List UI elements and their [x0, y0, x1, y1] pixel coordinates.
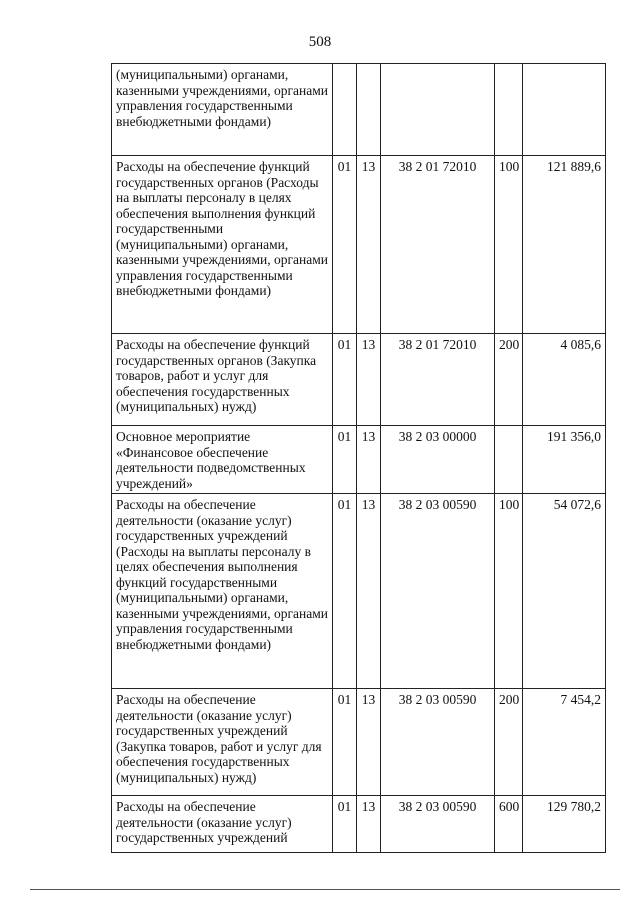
row-section-code: 01 — [333, 494, 357, 689]
row-amount: 54 072,6 — [523, 494, 606, 689]
row-target-article — [381, 64, 495, 156]
row-expense-type: 100 — [495, 494, 523, 689]
row-section-code: 01 — [333, 156, 357, 334]
table-row — [112, 334, 606, 426]
row-description: Расходы на обеспечение функций государственных органов (Закупка товаров, работ и услуг для обеспечения государственных (муниципальных) нужд) — [112, 334, 333, 426]
row-section-code: 01 — [333, 689, 357, 796]
table-row — [112, 64, 606, 156]
row-amount: 4 085,6 — [523, 334, 606, 426]
row-target-article: 38 2 03 00590 — [381, 796, 495, 853]
row-expense-type: 600 — [495, 796, 523, 853]
row-subsection-code: 13 — [357, 689, 381, 796]
row-description: (муниципальными) органами, казенными учреждениями, органами управления государственными внебюджетными фондами) — [112, 64, 333, 156]
row-description: Расходы на обеспечение деятельности (оказание услуг) государственных учреждений (Расходы на выплаты персоналу в целях обеспечения выполнения функций государственными (муниципальными) органами, казенными учреждениями, органами управления государственными внебюджетными фондами) — [112, 494, 333, 689]
row-section-code — [333, 64, 357, 156]
row-target-article: 38 2 03 00000 — [381, 426, 495, 494]
row-subsection-code: 13 — [357, 796, 381, 853]
page-number: 508 — [308, 34, 332, 50]
row-expense-type: 200 — [495, 689, 523, 796]
row-description: Расходы на обеспечение деятельности (оказание услуг) государственных учреждений (Закупка товаров, работ и услуг для обеспечения государственных (муниципальных) нужд) — [112, 689, 333, 796]
row-subsection-code: 13 — [357, 334, 381, 426]
row-description: Расходы на обеспечение функций государственных органов (Расходы на выплаты персоналу в целях обеспечения выполнения функций государственными (муниципальными) органами, казенными учреждениями, органами управления государственными внебюджетными фондами) — [112, 156, 333, 334]
row-section-code: 01 — [333, 796, 357, 853]
budget-table — [111, 63, 606, 853]
row-amount: 129 780,2 — [523, 796, 606, 853]
row-subsection-code: 13 — [357, 156, 381, 334]
table-row — [112, 494, 606, 689]
row-amount: 7 454,2 — [523, 689, 606, 796]
row-target-article: 38 2 03 00590 — [381, 494, 495, 689]
row-subsection-code: 13 — [357, 494, 381, 689]
page-bottom-rule — [30, 889, 620, 890]
row-section-code: 01 — [333, 426, 357, 494]
row-expense-type: 100 — [495, 156, 523, 334]
row-amount: 121 889,6 — [523, 156, 606, 334]
table-row — [112, 796, 606, 853]
row-description: Основное мероприятие «Финансовое обеспечение деятельности подведомственных учреждений» — [112, 426, 333, 494]
row-target-article: 38 2 03 00590 — [381, 689, 495, 796]
row-target-article: 38 2 01 72010 — [381, 156, 495, 334]
row-expense-type: 200 — [495, 334, 523, 426]
row-target-article: 38 2 01 72010 — [381, 334, 495, 426]
row-subsection-code — [357, 64, 381, 156]
table-row — [112, 689, 606, 796]
row-description: Расходы на обеспечение деятельности (оказание услуг) государственных учреждений — [112, 796, 333, 853]
table-row — [112, 156, 606, 334]
row-section-code: 01 — [333, 334, 357, 426]
row-subsection-code: 13 — [357, 426, 381, 494]
row-amount — [523, 64, 606, 156]
table-row — [112, 426, 606, 494]
row-expense-type — [495, 64, 523, 156]
row-expense-type — [495, 426, 523, 494]
row-amount: 191 356,0 — [523, 426, 606, 494]
